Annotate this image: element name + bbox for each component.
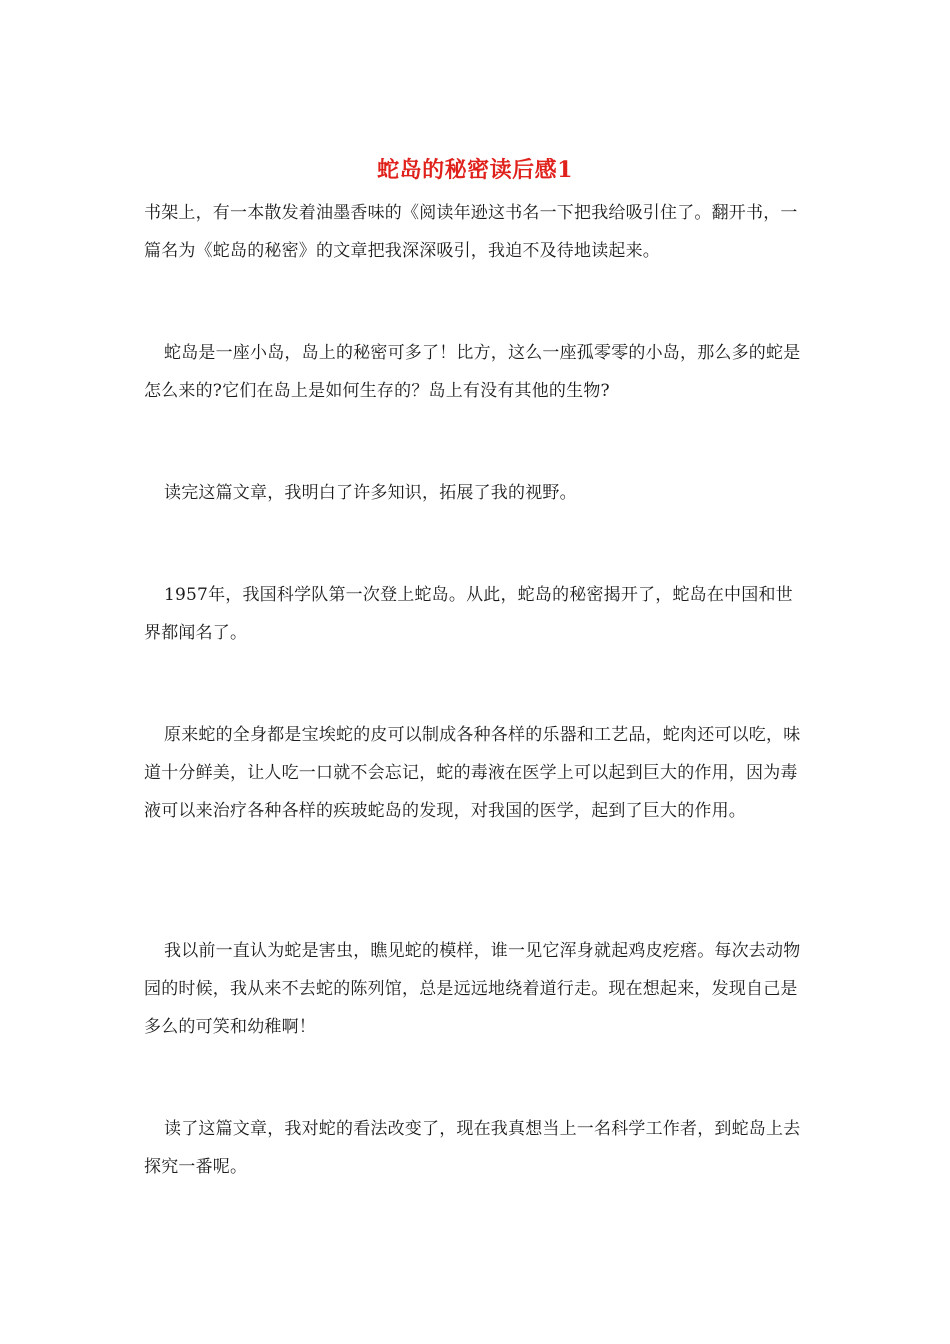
paragraph-5: 原来蛇的全身都是宝埃蛇的皮可以制成各种各样的乐器和工艺品，蛇肉还可以吃，味道十分鲜美，让人吃一口就不会忘记，蛇的毒液在医学上可以起到巨大的作用，因为毒液可以来治疗各种各样的疾玻蛇岛的发现，对我国的医学，起到了巨大的作用。 [144, 725, 801, 821]
paragraph-6: 我以前一直认为蛇是害虫，瞧见蛇的模样，谁一见它浑身就起鸡皮疙瘩。每次去动物园的时候，我从来不去蛇的陈列馆，总是远远地绕着道行走。现在想起来，发现自己是多么的可笑和幼稚啊！ [144, 941, 801, 1037]
paragraph-2: 蛇岛是一座小岛，岛上的秘密可多了！比方，这么一座孤零零的小岛，那么多的蛇是怎么来的?它们在岛上是如何生存的？岛上有没有其他的生物? [144, 343, 801, 401]
paragraph-1: 书架上，有一本散发着油墨香味的《阅读年逊这书名一下把我给吸引住了。翻开书，一篇名为《蛇岛的秘密》的文章把我深深吸引，我迫不及待地读起来。 [144, 203, 798, 261]
paragraph-7: 读了这篇文章，我对蛇的看法改变了，现在我真想当上一名科学工作者，到蛇岛上去探究一番呢。 [144, 1119, 801, 1177]
document-title: 蛇岛的秘密读后感1 [377, 157, 573, 183]
paragraph-4: 1957年，我国科学队第一次登上蛇岛。从此，蛇岛的秘密揭开了，蛇岛在中国和世界都闻名了。 [144, 585, 793, 643]
paragraph-3: 读完这篇文章，我明白了许多知识，拓展了我的视野。 [164, 483, 577, 503]
